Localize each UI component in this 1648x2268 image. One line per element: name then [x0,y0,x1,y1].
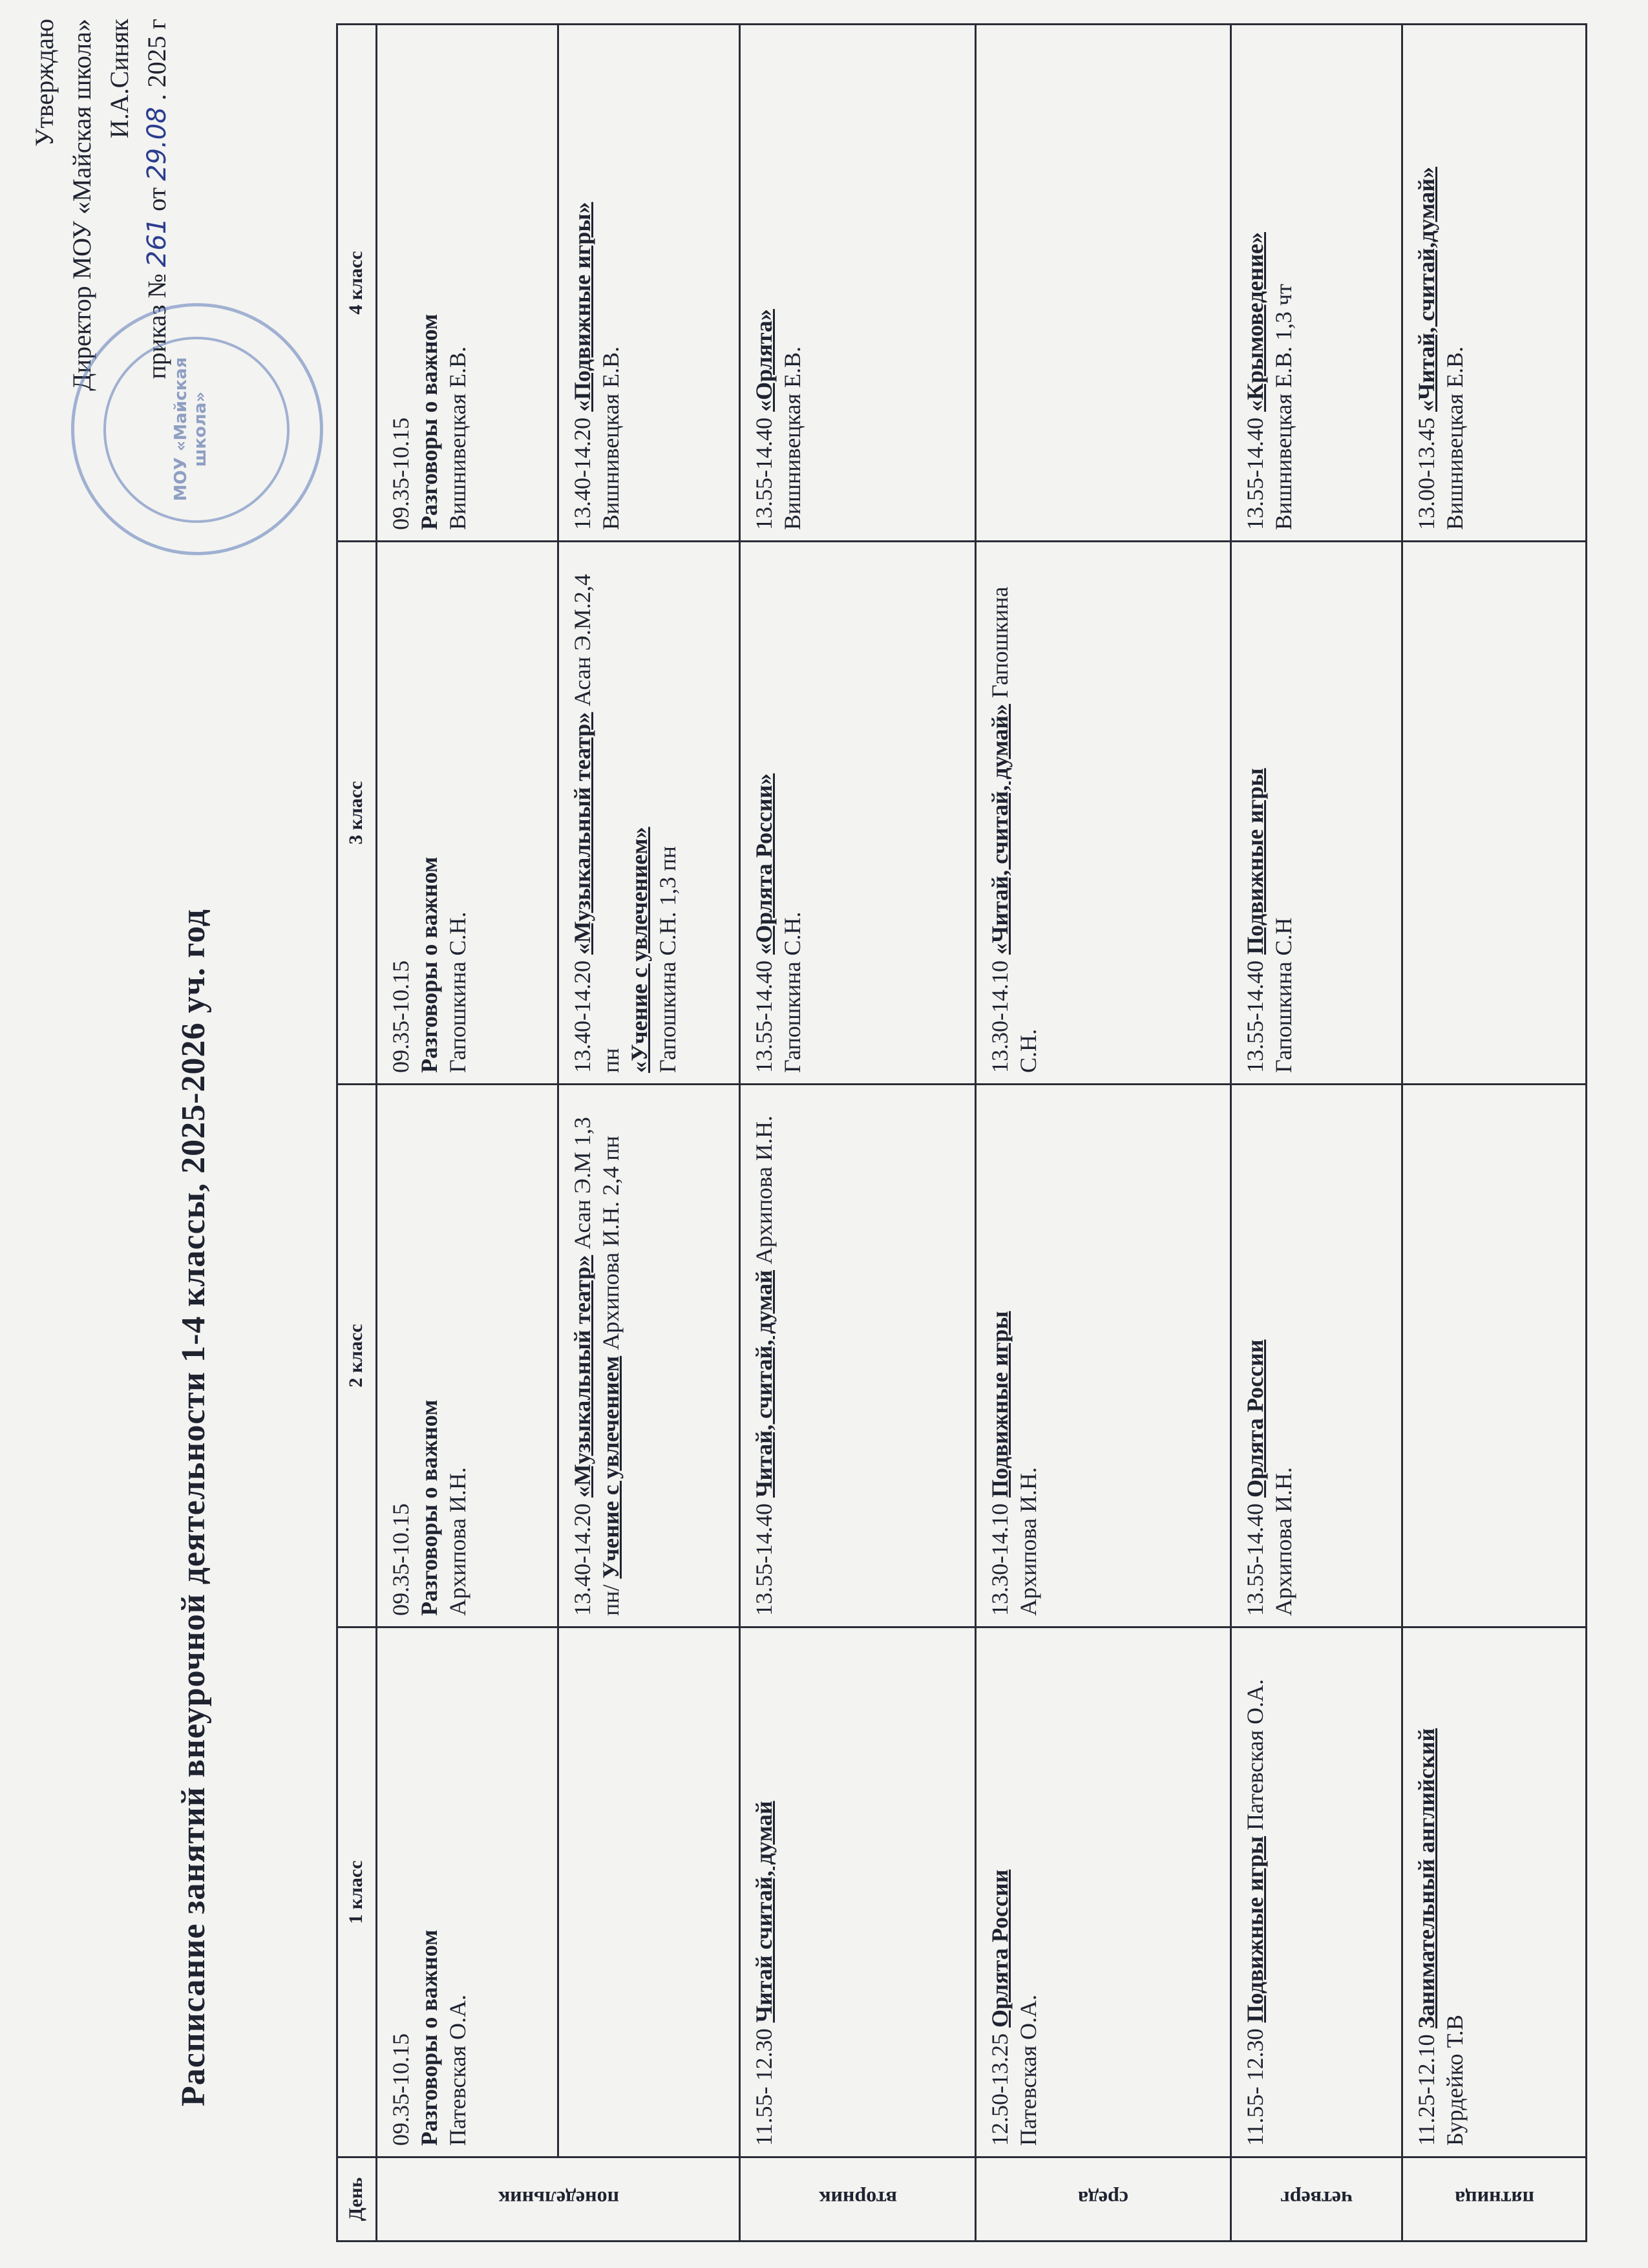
table-row [1402,25,1587,2242]
lesson-activity: Занимательный английский [1413,1728,1439,2029]
lesson-activity: «Крымоведение» [1242,232,1268,412]
lesson-activity: «Читай, считай,думай» [1413,167,1439,412]
lesson-time: 09.35-10.15 [388,418,414,530]
schedule-cell [740,1627,976,2157]
schedule-cell [1231,1627,1402,2157]
lesson-activity: Орлята России [1242,1339,1268,1498]
lesson-teacher: Архипова И.Н. [1015,1467,1041,1616]
lesson-teacher-2: Гапошкина С.Н. 1,3 пн [655,846,681,1073]
schedule-cell [377,25,558,542]
order-number: 261 [142,217,172,268]
lesson-time: 13.55-14.40 [751,1503,777,1616]
lesson-activity: Разговоры о важном [416,313,442,530]
schedule-cell [976,1085,1231,1627]
lesson-activity-2: «Учение с увлечением» [626,827,652,1073]
lesson-time: 13.40-14.20 [569,960,595,1073]
approval-heading: Утверждаю [30,19,59,147]
lesson-teacher: Архипова И.Н. [1271,1467,1296,1616]
lesson-teacher-2: Архипова И.Н. 2,4 пн [598,1136,624,1350]
schedule-cell [1402,542,1587,1085]
header-class-4: 4 класс [337,25,377,542]
schedule-cell [377,1627,558,2157]
schedule-cell [740,1085,976,1627]
approval-signatory: И.А.Синяк [105,19,134,139]
schedule-table [336,23,1587,2242]
schedule-cell [377,542,558,1085]
schedule-cell [1402,1627,1587,2157]
lesson-teacher: Патевская О.А. [445,1995,470,2146]
header-class-2: 2 класс [337,1085,377,1627]
lesson-teacher: Патевская О.А. [1015,1995,1041,2146]
schedule-cell [976,1627,1231,2157]
schedule-cell [1231,25,1402,542]
page-title: Расписание занятий внеурочной деятельности 1-4 классы, 2025-2026 уч. год [175,909,212,2106]
table-row [740,25,976,2242]
lesson-activity: «Читай, считай, думай» [987,704,1013,955]
lesson-time: 11.25-12.10 [1413,2034,1439,2146]
header-day: День [337,2157,377,2242]
lesson-activity: Читай, считай, думай [751,1270,777,1498]
schedule-cell [558,1085,740,1627]
lesson-teacher: Гапошкина С.Н. [779,911,805,1073]
lesson-activity: Подвижные игры [1242,768,1268,955]
lesson-teacher: Вишнивецкая Е.В. [598,346,624,530]
lesson-teacher: Бурдейко Т.В [1442,2015,1468,2146]
order-label: приказ № [142,273,171,379]
lesson-time: 09.35-10.15 [388,1503,414,1616]
lesson-activity: «Орлята России» [751,773,777,955]
lesson-time: 11.55- 12.30 [751,2028,777,2146]
lesson-activity: Орлята России [987,1869,1013,2028]
day-friday: пятница [1402,2157,1587,2242]
lesson-time: 13.40-14.20 [569,1503,595,1616]
schedule-cell [740,25,976,542]
lesson-teacher: Гапошкина С.Н [1271,917,1296,1073]
lesson-activity: «Орлята» [751,309,777,412]
lesson-teacher: Архипова И.Н. [751,1116,777,1265]
lesson-time: 13.55-14.40 [1242,960,1268,1073]
lesson-teacher: Асан Э.М 1,3 пн/ [569,1117,624,1616]
lesson-time: 11.55- 12.30 [1242,2028,1268,2146]
lesson-activity: Разговоры о важном [416,1929,442,2146]
lesson-teacher: Гапошкина С.Н. [445,911,470,1073]
lesson-time: 13.55-14.40 [1242,418,1268,530]
lesson-activity: Подвижные игры [1242,1836,1268,2023]
table-row [558,25,740,2242]
lesson-teacher: Вишнивецкая Е.В. [779,346,805,530]
order-year: . 2025 г [142,19,171,101]
day-wednesday: среда [976,2157,1231,2242]
schedule-cell [1231,1085,1402,1627]
lesson-time: 13.55-14.40 [1242,1503,1268,1616]
lesson-activity: Разговоры о важном [416,1399,442,1616]
schedule-cell [740,542,976,1085]
table-row [976,25,1231,2242]
schedule-cell [558,1627,740,2157]
order-date: 29.08 [142,107,172,181]
lesson-activity: «Музыкальный театр» [569,712,595,955]
schedule-cell [1402,1085,1587,1627]
day-monday: понедельник [377,2157,740,2242]
lesson-time: 13.40-14.20 [569,418,595,530]
schedule-cell [976,542,1231,1085]
lesson-teacher: Патевская О.А. [1242,1679,1268,1830]
table-row [1231,25,1402,2242]
lesson-time: 13.55-14.40 [751,960,777,1073]
schedule-cell [558,25,740,542]
day-thursday: четверг [1231,2157,1402,2242]
stamp-text: МОУ «Майская школа» [171,357,210,502]
lesson-activity: «Подвижные игры» [569,202,595,412]
lesson-activity: «Музыкальный театр» [569,1255,595,1498]
lesson-time: 09.35-10.15 [388,2033,414,2146]
lesson-time: 13.55-14.40 [751,418,777,530]
lesson-activity-2: Учение с увлечением [598,1355,624,1579]
lesson-time: 12.50-13.25 [987,2033,1013,2146]
header-class-3: 3 класс [337,542,377,1085]
lesson-activity: Подвижные игры [987,1311,1013,1498]
lesson-activity: Разговоры о важном [416,856,442,1073]
schedule-cell [558,542,740,1085]
lesson-teacher: Гапошкина С.Н. [987,586,1041,1073]
lesson-teacher: Асан Э.М.2,4 пн [569,574,624,1073]
lesson-teacher: Вишнивецкая Е.В. 1,3 чт [1271,284,1296,530]
header-class-1: 1 класс [337,1627,377,2157]
table-row [377,25,558,2242]
schedule-cell [1402,25,1587,542]
lesson-time: 09.35-10.15 [388,960,414,1073]
lesson-teacher: Вишнивецкая Е.В. [445,346,470,530]
lesson-time: 13.30-14.10 [987,960,1013,1073]
table-header-row [337,25,377,2242]
day-tuesday: вторник [740,2157,976,2242]
lesson-time: 13.30-14.10 [987,1503,1013,1616]
schedule-cell [1231,542,1402,1085]
approval-position: Директор МОУ «Майская школа» [67,19,96,391]
lesson-teacher: Архипова И.Н. [445,1467,470,1616]
lesson-time: 13.00-13.45 [1413,418,1439,530]
lesson-teacher: Вишнивецкая Е.В. [1442,346,1468,530]
order-date-prefix: от [142,187,171,211]
lesson-activity: Читай считай, думай [751,1801,777,2023]
schedule-cell [976,25,1231,542]
schedule-cell [377,1085,558,1627]
